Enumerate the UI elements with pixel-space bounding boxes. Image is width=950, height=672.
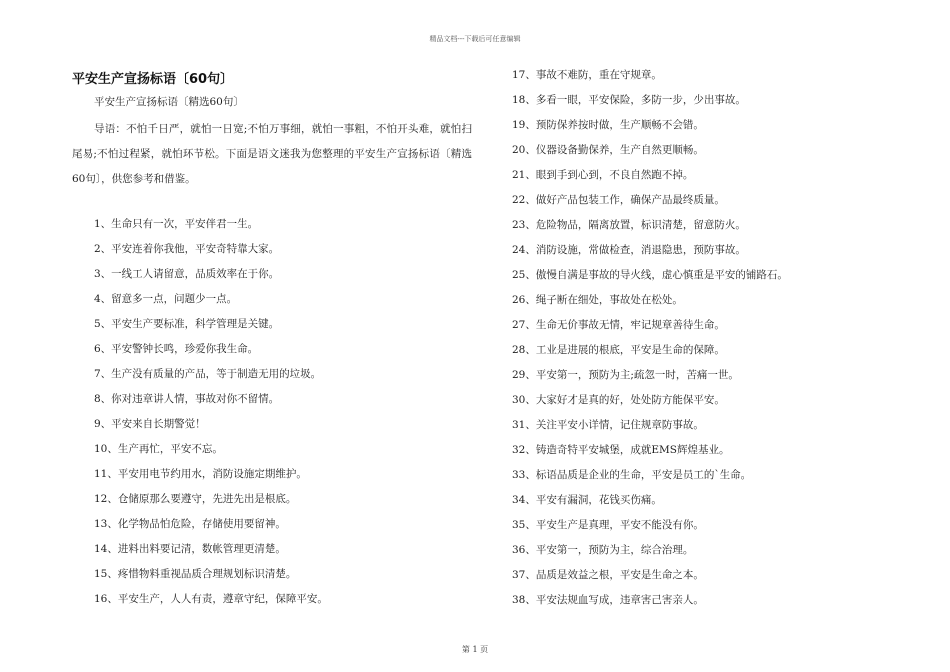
slogan-item: 32、铸造奇特平安城堡，成就EMS辉煌基业。 xyxy=(512,444,730,456)
slogan-item: 36、平安第一，预防为主，综合治理。 xyxy=(512,544,694,556)
slogan-item: 23、危险物品，隔离放置，标识清楚，留意防火。 xyxy=(512,219,746,231)
slogan-item: 25、傲慢自满是事故的导火线，虚心慎重是平安的铺路石。 xyxy=(512,269,788,281)
slogan-item: 28、工业是进展的根底，平安是生命的保障。 xyxy=(512,344,725,356)
slogan-item: 18、多看一眼，平安保险，多防一步，少出事故。 xyxy=(512,94,746,106)
slogan-list-left xyxy=(94,212,474,612)
slogan-item: 33、标语品质是企业的生命，平安是员工的`生命。 xyxy=(512,469,752,481)
slogan-item: 9、平安来自长期警觉！ xyxy=(94,418,206,430)
slogan-item: 2、平安连着你我他，平安奇特靠大家。 xyxy=(94,243,280,255)
slogan-item: 21、眼到手到心到，不良自然跑不掉。 xyxy=(512,169,694,181)
page-header: 精品文档---下载后可任意编辑 xyxy=(429,35,521,43)
slogan-item: 17、事故不难防，重在守规章。 xyxy=(512,69,662,81)
slogan-item: 4、留意多一点，问题少一点。 xyxy=(94,293,238,305)
slogan-item: 38、平安法规血写成，违章害己害亲人。 xyxy=(512,594,704,606)
page-number: 第 1 页 xyxy=(461,645,489,654)
slogan-item: 14、进料出料要记清，数帐管理更清楚。 xyxy=(94,543,286,555)
slogan-item: 30、大家好才是真的好，处处防方能保平安。 xyxy=(512,394,725,406)
slogan-item: 31、关注平安小详情，记住规章防事故。 xyxy=(512,419,704,431)
slogan-item: 26、绳子断在细处，事故处在松处。 xyxy=(512,294,683,306)
slogan-item: 22、做好产品包装工作，确保产品最终质量。 xyxy=(512,194,725,206)
slogan-item: 12、仓储原那么要遵守，先进先出是根底。 xyxy=(94,493,297,505)
slogan-item: 1、生命只有一次，平安伴君一生。 xyxy=(94,218,259,230)
slogan-item: 24、消防设施，常做检查，消退隐患，预防事故。 xyxy=(512,244,746,256)
slogan-item: 34、平安有漏洞，花钱买伤痛。 xyxy=(512,494,662,506)
slogan-item: 13、化学物品怕危险，存储使用要留神。 xyxy=(94,518,286,530)
slogan-item: 29、平安第一，预防为主;疏忽一时，苦痛一世。 xyxy=(512,369,739,381)
slogan-item: 27、生命无价事故无情，牢记规章善待生命。 xyxy=(512,319,725,331)
slogan-item: 10、生产再忙，平安不忘。 xyxy=(94,443,223,455)
slogan-item: 6、平安警钟长鸣，珍爱你我生命。 xyxy=(94,343,259,355)
slogan-item: 11、平安用电节约用水，消防设施定期维护。 xyxy=(94,468,307,480)
slogan-item: 3、一线工人请留意，品质效率在于你。 xyxy=(94,268,280,280)
slogan-item: 16、平安生产，人人有责，遵章守纪，保障平安。 xyxy=(94,593,328,605)
slogan-item: 20、仪器设备勤保养，生产自然更顺畅。 xyxy=(512,144,704,156)
slogan-item: 35、平安生产是真理，平安不能没有你。 xyxy=(512,519,704,531)
intro-paragraph: 导语：不怕千日严，就怕一日宽;不怕万事细，就怕一事粗，不怕开头难，就怕扫尾易;不怕过程紧，就怕环节松。下面是语文迷我为您整理的平安生产宣扬标语〔精选60句〕，供您参考和借鉴。 xyxy=(72,123,472,185)
document-title: 平安生产宣扬标语〔60句〕 xyxy=(72,72,234,87)
slogan-item: 19、预防保养按时做，生产顺畅不会错。 xyxy=(512,119,704,131)
slogan-item: 5、平安生产要标准，科学管理是关键。 xyxy=(94,318,280,330)
slogan-item: 8、你对违章讲人情，事故对你不留情。 xyxy=(94,393,280,405)
slogan-item: 37、品质是效益之根，平安是生命之本。 xyxy=(512,569,704,581)
slogan-item: 15、疼惜物料重视品质合理规划标识清楚。 xyxy=(94,568,297,580)
document-subtitle: 平安生产宣扬标语〔精选60句〕 xyxy=(94,96,244,108)
slogan-list-right xyxy=(512,63,892,613)
slogan-item: 7、生产没有质量的产品，等于制造无用的垃圾。 xyxy=(94,368,322,380)
